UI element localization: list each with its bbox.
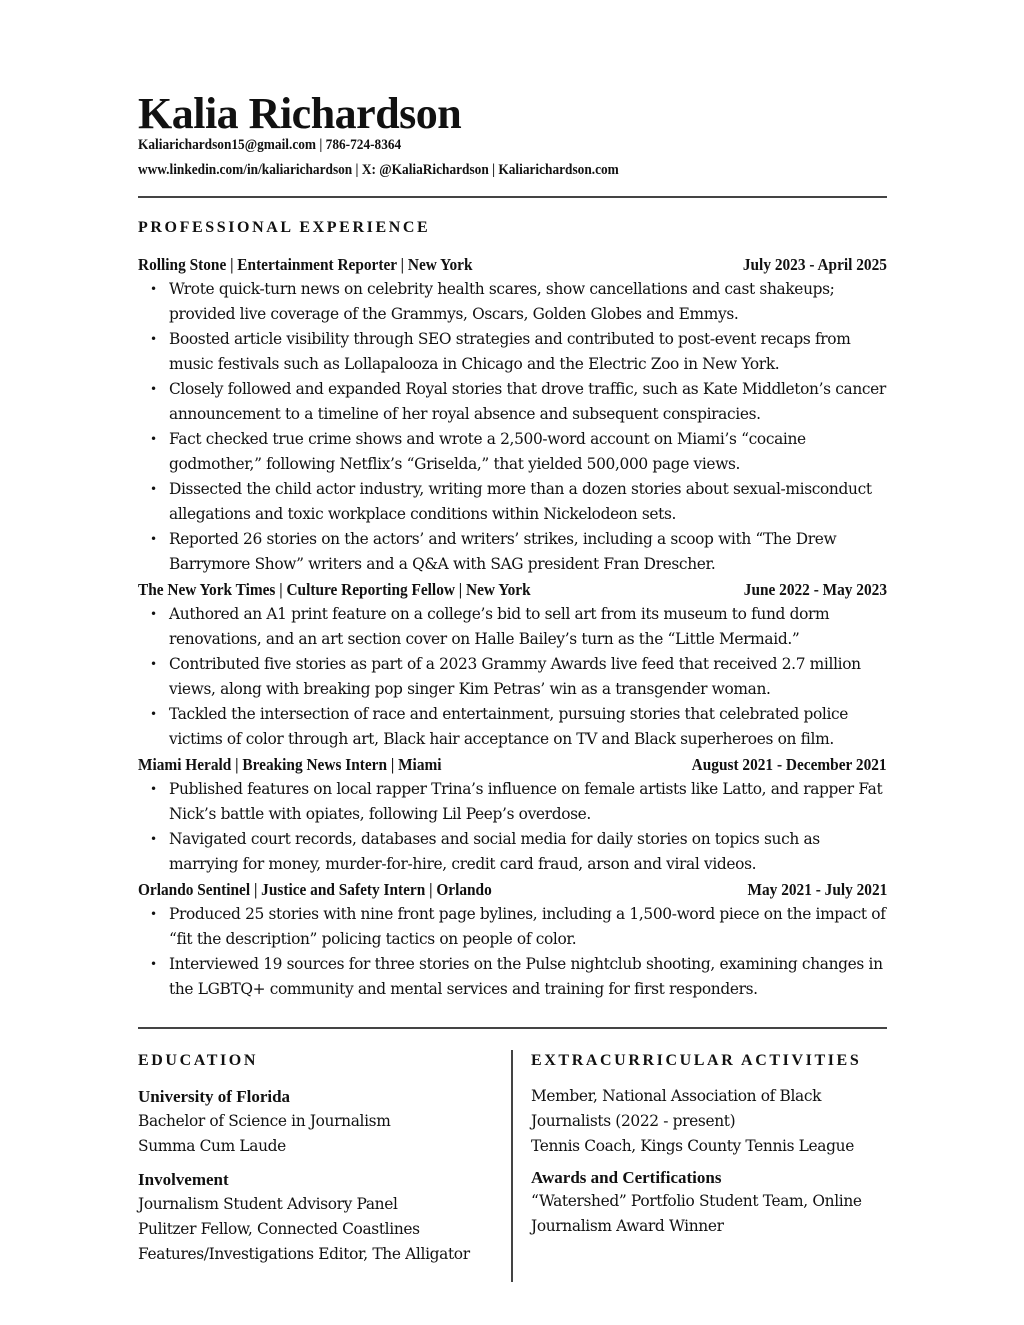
job-bullets	[138, 277, 887, 577]
bullet-text: Published features on local rapper Trina’s influence on female artists like Latto, and rapper Fat Nick’s battle with opiates, following Lil Peep’s overdose.	[169, 780, 883, 823]
job-header	[138, 252, 887, 277]
bullet-dot-icon: •	[150, 382, 157, 396]
bullet-text: Boosted article visibility through SEO strategies and contributed to post-event recaps from music festivals such as Lollapalooza in Chicago and the Electric Zoo in New York.	[169, 330, 851, 373]
bullet-text: Authored an A1 print feature on a college’s bid to sell art from its museum to fund dorm renovations, and an art section cover on Halle Bailey’s turn as the “Little Mermaid.”	[169, 605, 830, 648]
job-dates: July 2023 - April 2025	[742, 255, 887, 274]
job-bullets	[138, 902, 887, 1002]
involvement-item: Pulitzer Fellow, Connected Coastlines	[138, 1220, 420, 1238]
job-header	[138, 752, 887, 777]
bullet-text: Wrote quick-turn news on celebrity health scares, show cancellations and cast shakeups; provided live coverage of the Grammys, Oscars, Golden Globes and Emmys.	[169, 280, 835, 323]
activity-line: Tennis Coach, Kings County Tennis League	[531, 1137, 854, 1155]
involvement-item: Features/Investigations Editor, The Alligator	[138, 1245, 470, 1263]
job-dates: May 2021 - July 2021	[747, 880, 887, 899]
involvement-heading: Involvement	[138, 1170, 229, 1189]
bullet-text: Reported 26 stories on the actors’ and writers’ strikes, including a scoop with “The Drew Barrymore Show” writers and a Q&A with SAG president Fran Drescher.	[169, 530, 837, 573]
job-title: Rolling Stone | Entertainment Reporter | New York	[138, 255, 473, 274]
involvement-item: Journalism Student Advisory Panel	[138, 1195, 398, 1213]
honor: Summa Cum Laude	[138, 1137, 286, 1155]
bullet-text: Dissected the child actor industry, writing more than a dozen stories about sexual-misconduct allegations and toxic workplace conditions within Nickelodeon sets.	[169, 480, 872, 523]
bullet-item	[138, 952, 887, 1002]
activity-line: Journalists (2022 - present)	[531, 1112, 736, 1130]
contact-email-phone: Kaliarichardson15@gmail.com | 786-724-8364	[138, 137, 402, 153]
extracurricular-column	[531, 1050, 891, 1239]
bullet-dot-icon: •	[150, 607, 157, 621]
bullet-dot-icon: •	[150, 532, 157, 546]
bullet-text: Contributed five stories as part of a 2023 Grammy Awards live feed that received 2.7 million views, along with breaking pop singer Kim Petras’ win as a transgender woman.	[169, 655, 861, 698]
bullet-item	[138, 277, 887, 327]
bullet-dot-icon: •	[150, 657, 157, 671]
candidate-name: Kalia Richardson	[138, 89, 462, 138]
job-header	[138, 577, 887, 602]
award-line: Journalism Award Winner	[531, 1217, 724, 1235]
job-dates: August 2021 - December 2021	[692, 755, 887, 774]
bullet-item	[138, 602, 887, 652]
bullet-item	[138, 827, 887, 877]
education-heading: EDUCATION	[138, 1052, 259, 1069]
job-title: The New York Times | Culture Reporting Fellow | New York	[138, 580, 531, 599]
bullet-dot-icon: •	[150, 782, 157, 796]
bullet-text: Produced 25 stories with nine front page bylines, including a 1,500-word piece on the impact of “fit the description” policing tactics on people of color.	[169, 905, 886, 948]
job-bullets	[138, 777, 887, 877]
experience-section	[138, 252, 887, 1002]
contact-links: www.linkedin.com/in/kaliarichardson | X: @KaliaRichardson | Kaliarichardson.com	[138, 162, 619, 178]
bullet-dot-icon: •	[150, 832, 157, 846]
bullet-text: Closely followed and expanded Royal stories that drove traffic, such as Kate Middleton’s cancer announcement to a timeline of her royal absence and subsequent conspiracies.	[169, 380, 886, 423]
bullet-item	[138, 902, 887, 952]
bullet-dot-icon: •	[150, 482, 157, 496]
job-bullets	[138, 602, 887, 752]
awards-heading: Awards and Certifications	[531, 1168, 722, 1187]
section-divider	[138, 1027, 887, 1029]
bullet-dot-icon: •	[150, 432, 157, 446]
bullet-dot-icon: •	[150, 332, 157, 346]
column-divider	[511, 1050, 513, 1282]
job-dates: June 2022 - May 2023	[743, 580, 887, 599]
award-line: “Watershed” Portfolio Student Team, Online	[531, 1192, 862, 1210]
activity-line: Member, National Association of Black	[531, 1087, 822, 1105]
bullet-dot-icon: •	[150, 957, 157, 971]
bullet-text: Interviewed 19 sources for three stories on the Pulse nightclub shooting, examining changes in the LGBTQ+ community and mental services and training for first responders.	[169, 955, 883, 998]
bullet-item	[138, 327, 887, 377]
experience-heading: PROFESSIONAL EXPERIENCE	[138, 219, 431, 236]
bullet-text: Tackled the intersection of race and entertainment, pursuing stories that celebrated police victims of color through art, Black hair acceptance on TV and Black superheroes on film.	[169, 705, 849, 748]
education-column	[138, 1050, 498, 1267]
bullet-item	[138, 652, 887, 702]
bullet-item	[138, 477, 887, 527]
bullet-item	[138, 377, 887, 427]
bullet-dot-icon: •	[150, 907, 157, 921]
bullet-dot-icon: •	[150, 707, 157, 721]
bullet-item	[138, 777, 887, 827]
bullet-item	[138, 527, 887, 577]
degree: Bachelor of Science in Journalism	[138, 1112, 391, 1130]
extracurricular-heading: EXTRACURRICULAR ACTIVITIES	[531, 1052, 862, 1069]
job-title: Orlando Sentinel | Justice and Safety Intern | Orlando	[138, 880, 492, 899]
school-name: University of Florida	[138, 1087, 291, 1106]
header-divider	[138, 196, 887, 198]
bullet-item	[138, 702, 887, 752]
job-title: Miami Herald | Breaking News Intern | Miami	[138, 755, 442, 774]
bullet-item	[138, 427, 887, 477]
bullet-text: Navigated court records, databases and social media for daily stories on topics such as marrying for money, murder-for-hire, credit card fraud, arson and viral videos.	[169, 830, 820, 873]
job-header	[138, 877, 887, 902]
bullet-text: Fact checked true crime shows and wrote a 2,500-word account on Miami’s “cocaine godmother,” following Netflix’s “Griselda,” that yielded 500,000 page views.	[169, 430, 806, 473]
bullet-dot-icon: •	[150, 282, 157, 296]
